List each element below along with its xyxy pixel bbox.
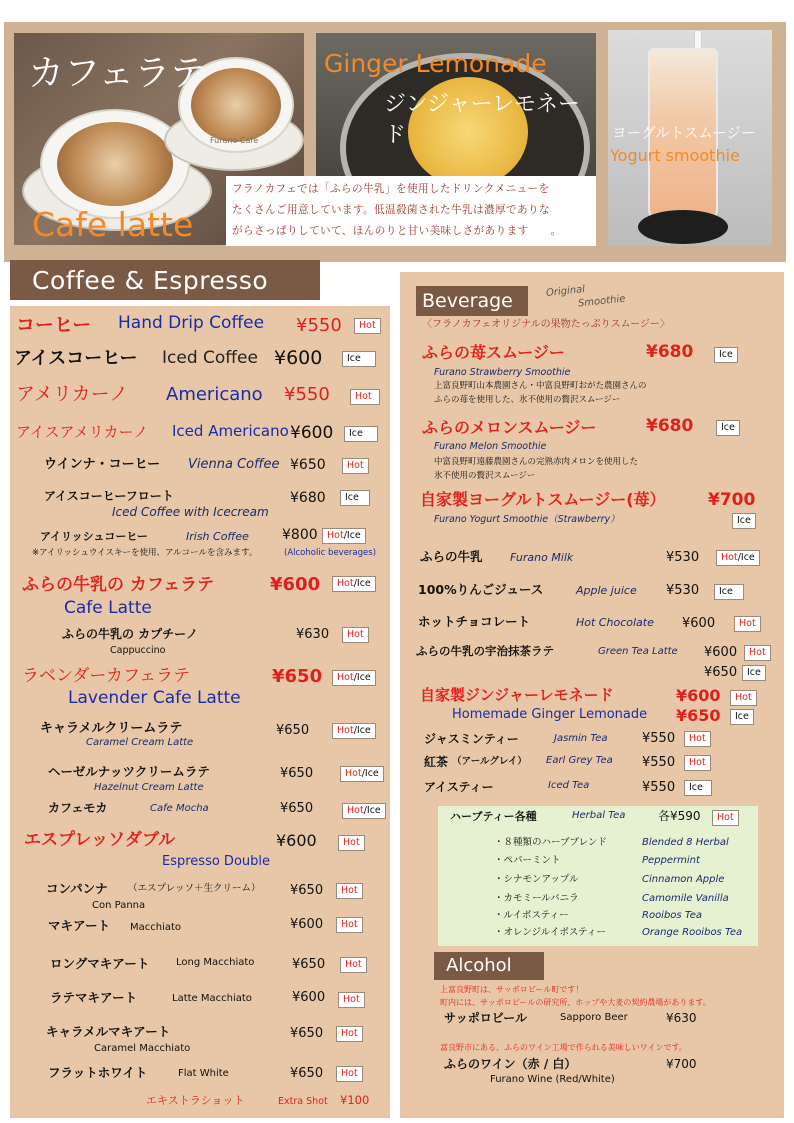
herbal-item-en: Orange Rooibos Tea (642, 927, 743, 938)
item-en: Iced Coffee with Icecream (112, 505, 269, 519)
item-jp: マキアート (48, 918, 111, 933)
intro-line: がらさっぱりしていて、ほんのりと甘い美味しさがあります 。 (232, 225, 562, 237)
item-price: ¥650 (272, 666, 323, 687)
herbal-item-en: Cinnamon Apple (642, 874, 725, 885)
item-jp: ヘーゼルナッツクリームラテ (48, 764, 210, 779)
hot-badge: Hot (336, 917, 363, 933)
ginger-title-jp: ジンジャーレモネード (384, 92, 581, 148)
item-price: ¥680 (290, 490, 326, 506)
beverage-subtitle: 〈フラノカフェオリジナルの果物たっぷりスムージー〉 (422, 319, 670, 330)
item-en: Cappuccino (110, 645, 166, 656)
herbal-jp: ハーブティー各種 (450, 810, 537, 823)
item-jp: ジャスミンティー (424, 732, 519, 746)
item-jp: ふらの牛乳の カフェラテ (22, 575, 215, 595)
item-en: Jasmin Tea (554, 733, 608, 744)
ice-badge: Ice (344, 426, 378, 442)
hot-badge: Hot (744, 645, 771, 661)
intro-line: フラノカフェでは「ふらの牛乳」を使用したドリンクメニューを (232, 183, 550, 195)
wine-jp: ふらのワイン（赤 / 白） (444, 1057, 577, 1071)
smoothie-title-en: Yogurt smoothie (610, 146, 740, 165)
hot-ice-badge: Hot/Ice (332, 670, 376, 686)
item-jp: ウインナ・コーヒー (44, 457, 161, 472)
item-price: ¥650 (280, 766, 314, 781)
item-jp: ロングマキアート (50, 956, 150, 971)
extra-shot-jp: エキストラショット (146, 1094, 245, 1107)
hot-badge: Hot (336, 883, 363, 899)
item-jp: アイリッシュコーヒー (40, 530, 148, 543)
hot-badge: Hot (342, 458, 369, 474)
item-en: Cafe Latte (64, 598, 152, 618)
item-desc: ふらの苺を使用した、氷不使用の贅沢スムージー (434, 395, 621, 405)
item-price: ¥600 (290, 423, 334, 443)
hot-badge: Hot (730, 690, 757, 706)
wine-price: ¥700 (666, 1057, 697, 1071)
item-en: Espresso Double (162, 854, 270, 869)
herbal-item-jp: ・オレンジルイボスティー (494, 927, 606, 938)
item-price: ¥680 (646, 416, 694, 436)
item-price: ¥550 (642, 755, 676, 770)
item-en: Vienna Coffee (188, 457, 280, 472)
hot-badge: Hot (340, 957, 367, 973)
cup-brand: Furano Cafe (210, 136, 259, 145)
item-jp: ふらの牛乳 (420, 549, 483, 564)
alcohol-section-title: Alcohol (434, 952, 544, 980)
item-en: Furano Strawberry Smoothie (434, 367, 571, 378)
item-en: Iced Coffee (162, 348, 258, 368)
hot-badge: Hot (684, 731, 711, 747)
item-sub: （アールグレイ） (452, 756, 527, 767)
item-en: Hazelnut Cream Latte (94, 782, 204, 793)
item-desc: 上富良野町山本農園さん・中富良野町おがた農園さんの (434, 381, 647, 391)
hot-badge: Hot (336, 1066, 363, 1082)
herbal-item-en: Peppermint (642, 855, 700, 866)
item-price: ¥650 (290, 457, 326, 473)
herbal-price: 各¥590 (658, 809, 701, 823)
item-en: Homemade Ginger Lemonade (452, 707, 648, 722)
item-price-hot: ¥600 (676, 686, 721, 705)
beer-jp: サッポロビール (444, 1011, 528, 1025)
item-price: ¥600 (276, 831, 317, 850)
item-jp: ホットチョコレート (418, 614, 531, 629)
item-price: ¥550 (296, 315, 342, 336)
hot-ice-badge: Hot/Ice (322, 528, 366, 544)
item-jp: 100%りんごジュース (418, 582, 544, 597)
item-en: Con Panna (92, 900, 146, 911)
item-price: ¥700 (708, 490, 756, 510)
hot-badge: Hot (338, 835, 365, 851)
herbal-item-en: Rooibos Tea (642, 910, 702, 921)
smoothie-title-jp: ヨーグルトスムージー (612, 126, 756, 142)
ice-badge: Ice (342, 351, 376, 367)
item-price: ¥650 (292, 957, 326, 972)
beverage-section-title: Beverage (416, 286, 528, 316)
item-en: Macchiato (130, 922, 182, 933)
item-en: Latte Macchiato (172, 993, 252, 1004)
item-price: ¥600 (682, 616, 716, 631)
alcohol-note: 富良野市にある、ふらのワイン工場で作られる美味しいワインです。 (440, 1043, 687, 1052)
ice-badge: Ice (714, 347, 738, 363)
hot-ice-badge: Hot/Ice (332, 576, 376, 592)
item-jp: コーヒー (16, 314, 92, 336)
herbal-item-en: Camomile Vanilla (642, 893, 729, 904)
hot-ice-badge: Hot/Ice (340, 766, 384, 782)
item-jp: キャラメルマキアート (46, 1024, 171, 1039)
item-desc: 氷不使用の贅沢スムージー (434, 471, 536, 481)
ice-badge: Ice (742, 665, 766, 681)
item-jp: アイスアメリカーノ (16, 423, 149, 441)
item-jp: ふらのメロンスムージー (422, 418, 597, 437)
item-price: ¥600 (270, 574, 321, 595)
ice-badge: Ice (684, 780, 712, 796)
item-price: ¥600 (292, 990, 326, 1005)
item-price-ice: ¥650 (704, 665, 738, 680)
item-price: ¥630 (296, 627, 330, 642)
latte-title-jp: カフェラテ (28, 53, 207, 94)
item-price-hot: ¥600 (704, 645, 738, 660)
item-price: ¥530 (666, 550, 700, 565)
smoothie-label: Smoothie (577, 293, 626, 310)
item-en: Long Macchiato (176, 957, 255, 968)
herbal-item-en: Blended 8 Herbal (642, 837, 729, 848)
beer-price: ¥630 (666, 1011, 697, 1025)
item-price: ¥650 (280, 801, 314, 816)
original-label: Original (545, 283, 586, 300)
item-jp: コンパンナ (46, 881, 108, 896)
irish-note-en: (Alcoholic beverages) (284, 548, 377, 558)
hot-badge: Hot (342, 627, 369, 643)
item-jp: ラベンダーカフェラテ (22, 666, 191, 686)
item-price: ¥800 (282, 527, 318, 543)
item-jp: アイスティー (424, 780, 494, 794)
item-en: Earl Grey Tea (546, 755, 613, 766)
item-jp: ラテマキアート (50, 990, 138, 1005)
hot-badge: Hot (684, 755, 711, 771)
herbal-en: Herbal Tea (572, 810, 626, 821)
item-price: ¥650 (290, 1066, 324, 1081)
item-jp: ふらの苺スムージー (422, 343, 565, 362)
intro-text (226, 176, 596, 246)
ginger-title-en: Ginger Lemonade (324, 49, 547, 78)
item-en: Caramel Macchiato (94, 1043, 191, 1054)
item-en: Furano Milk (510, 551, 574, 564)
intro-line: たくさんご用意しています。低温殺菌された牛乳は濃厚でありな (232, 204, 550, 216)
item-jp: ふらの牛乳の宇治抹茶ラテ (416, 644, 554, 658)
item-en: Hand Drip Coffee (118, 313, 265, 333)
hot-ice-badge: Hot/Ice (332, 723, 376, 739)
extra-shot-en: Extra Shot (278, 1096, 328, 1107)
item-en: Iced Americano (172, 422, 289, 440)
hot-ice-badge: Hot/Ice (716, 550, 760, 566)
coffee-section-title: Coffee & Espresso (10, 260, 320, 300)
item-en: Hot Chocolate (576, 616, 654, 629)
item-jp: フラットホワイト (48, 1065, 148, 1080)
hot-badge: Hot (338, 992, 365, 1008)
item-en: Apple juice (576, 584, 637, 597)
alcohol-note: 上富良野町は、サッポロビール町です！ (440, 985, 584, 994)
item-jp: ふらの牛乳の カプチーノ (62, 627, 198, 641)
item-price-ice: ¥650 (676, 706, 721, 725)
hot-badge: Hot (350, 389, 380, 405)
herbal-item-jp: ・ペパーミント (494, 855, 561, 866)
item-en: Green Tea Latte (598, 646, 678, 657)
item-price: ¥650 (276, 723, 310, 738)
latte-title-en: Cafe latte (32, 205, 194, 244)
item-price: ¥650 (290, 883, 324, 898)
item-price: ¥550 (642, 731, 676, 746)
item-price: ¥530 (666, 583, 700, 598)
item-jp: アイスコーヒーフロート (44, 489, 174, 503)
item-jp: アイスコーヒー (14, 348, 138, 369)
ginger-lemonade-photo (316, 33, 596, 179)
irish-note: ※アイリッシュウイスキーを使用、アルコールを含みます。 (32, 548, 258, 558)
item-jp: エスプレッソダブル (24, 830, 176, 850)
latte-cup (40, 109, 190, 219)
herbal-item-jp: ・ルイボスティー (494, 910, 569, 921)
ice-badge: Ice (714, 584, 744, 600)
hot-badge: Hot (734, 616, 761, 632)
herbal-item-jp: ・シナモンアップル (494, 874, 579, 885)
hot-badge: Hot (354, 318, 381, 334)
ice-badge: Ice (732, 513, 756, 529)
coaster (638, 210, 728, 244)
ice-badge: Ice (730, 709, 754, 725)
item-en: Americano (166, 384, 263, 405)
item-jp: キャラメルクリームラテ (40, 721, 183, 736)
item-en: Caramel Cream Latte (86, 737, 194, 748)
ice-badge: Ice (716, 420, 740, 436)
herbal-item-jp: ・カモミールバニラ (494, 893, 579, 904)
item-jp: カフェモカ (48, 801, 108, 815)
extra-shot-price: ¥100 (340, 1093, 370, 1107)
hot-ice-badge: Hot/Ice (342, 803, 386, 819)
item-jp: 自家製ジンジャーレモネード (420, 686, 614, 704)
alcohol-note: 町内には、サッポロビールの研究所、ホップや大麦の契約農場があります。 (440, 998, 711, 1007)
item-price: ¥600 (274, 347, 323, 369)
item-price: ¥680 (646, 342, 694, 362)
herbal-item-jp: ・８種類のハーブブレンド (494, 837, 607, 848)
item-en: Furano Melon Smoothie (434, 441, 547, 452)
beer-en: Sapporo Beer (560, 1012, 628, 1023)
item-price: ¥550 (642, 780, 676, 795)
item-sub: （エスプレッソ＋生クリーム） (128, 883, 261, 894)
item-en: Irish Coffee (186, 530, 249, 543)
item-price: ¥550 (284, 384, 330, 405)
item-jp: 紅茶 (424, 755, 449, 769)
wine-en: Furano Wine (Red/White) (490, 1074, 615, 1085)
item-en: Furano Yogurt Smoothie（Strawberry） (434, 514, 620, 525)
item-price: ¥600 (290, 917, 324, 932)
item-desc: 中富良野町遠藤農園さんの完熟赤肉メロンを使用した (434, 457, 639, 467)
item-en: Flat White (178, 1068, 229, 1079)
item-en: Lavender Cafe Latte (68, 688, 241, 708)
item-price: ¥650 (290, 1026, 324, 1041)
item-en: Cafe Mocha (150, 803, 209, 814)
item-jp: アメリカーノ (16, 383, 129, 405)
hot-badge: Hot (712, 810, 739, 826)
hot-badge: Hot (336, 1026, 363, 1042)
ice-badge: Ice (340, 490, 370, 506)
yogurt-smoothie-photo (608, 30, 772, 246)
item-en: Iced Tea (548, 780, 590, 791)
item-jp: 自家製ヨーグルトスムージー(苺） (420, 490, 666, 509)
